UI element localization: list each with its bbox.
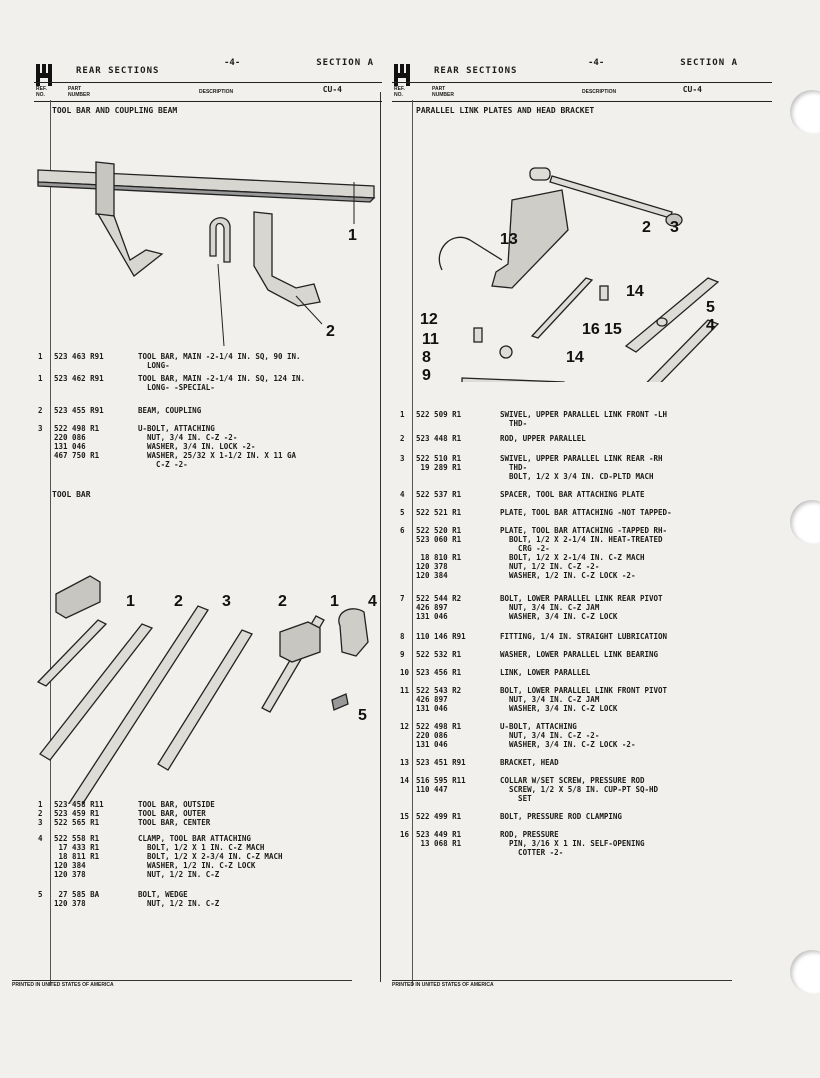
section-label: SECTION A bbox=[680, 58, 738, 68]
print-footer: PRINTED IN UNITED STATES OF AMERICA bbox=[392, 980, 732, 988]
parts-list-parallel-link bbox=[396, 410, 776, 860]
callout-3: 3 bbox=[670, 219, 679, 236]
callout-2: 2 bbox=[326, 323, 335, 340]
binder-hole bbox=[790, 950, 820, 994]
part-number-header: PART NUMBER bbox=[432, 86, 454, 98]
table-row: 14 516 595 R11 110 447 COLLAR W/SET SCREW, PRESSURE ROD SCREW, 1/2 X 5/8 IN. CUP-PT SQ-HD SET bbox=[400, 776, 659, 803]
subsection-heading: TOOL BAR AND COUPLING BEAM bbox=[52, 106, 178, 115]
catalog-code: CU-4 bbox=[682, 85, 702, 94]
table-row: 11 522 543 R2 426 897 131 046 BOLT, LOWER PARALLEL LINK FRONT PIVOT NUT, 3/4 IN. C-Z JAM WASHER, 3/4 IN. C-Z LOCK bbox=[400, 686, 668, 713]
right-column bbox=[392, 56, 772, 986]
table-row: 4 522 558 R1 17 433 R1 18 811 R1 120 384 120 378 CLAMP, TOOL BAR ATTACHING BOLT, 1/2 X 1 IN. C-Z MACH BOLT, 1/2 X 2-3/4 IN. C-Z MACH WASHER, 1/2 IN. C-Z LOCK NUT, 1/2 IN. C-Z bbox=[38, 834, 283, 879]
section-label: SECTION A bbox=[316, 58, 374, 68]
toolbar-coupling-beam-illustration bbox=[34, 156, 382, 346]
callout-3: 3 bbox=[222, 593, 231, 610]
print-footer: PRINTED IN UNITED STATES OF AMERICA bbox=[12, 980, 352, 988]
callout-9: 9 bbox=[422, 367, 431, 382]
toolbar-assembly-illustration bbox=[34, 532, 382, 804]
table-row: 8 110 146 R91 FITTING, 1/4 IN. STRAIGHT LUBRICATION bbox=[400, 632, 668, 641]
description-header: DESCRIPTION bbox=[582, 89, 617, 95]
catalog-code: CU-4 bbox=[322, 85, 342, 94]
callout-1b: 1 bbox=[330, 593, 339, 610]
table-row: 1 2 3 523 458 R11 523 459 R1 522 565 R1 TOOL BAR, OUTSIDE TOOL BAR, OUTER TOOL BAR, CENTER bbox=[38, 800, 215, 827]
table-row: 1 523 463 R91 TOOL BAR, MAIN -2-1/4 IN. SQ, 90 IN. LONG- bbox=[38, 352, 301, 370]
callout-1: 1 bbox=[348, 227, 357, 244]
table-row: 12 522 498 R1 220 086 131 046 U-BOLT, ATTACHING NUT, 3/4 IN. C-Z -2- WASHER, 3/4 IN. C-Z LOCK -2- bbox=[400, 722, 636, 749]
subsection-heading: PARALLEL LINK PLATES AND HEAD BRACKET bbox=[416, 106, 595, 115]
page-number: -4- bbox=[224, 58, 241, 68]
callout-16: 16 bbox=[582, 321, 600, 338]
column-header bbox=[392, 82, 772, 102]
parallel-link-illustration bbox=[412, 160, 752, 382]
callout-2: 2 bbox=[174, 593, 183, 610]
callout-5: 5 bbox=[706, 299, 715, 316]
table-row: 1 523 462 R91 TOOL BAR, MAIN -2-1/4 IN. SQ, 124 IN. LONG- -SPECIAL- bbox=[38, 374, 306, 392]
table-row: 2 523 455 R91 BEAM, COUPLING bbox=[38, 406, 202, 415]
table-row: 6 522 520 R1 523 060 R1 18 810 R1 120 378 120 384 PLATE, TOOL BAR ATTACHING -TAPPED RH- BOLT, 1/2 X 2-1/4 IN. HEAT-TREATED CRG -2- BOLT, 1/2 X 2-1/4 IN. C-Z MACH NUT, 1/2 IN. C-Z -2- WASHER, 1/2 IN. C-Z LOCK -2- bbox=[400, 526, 668, 580]
table-row: 3 522 498 R1 220 086 131 046 467 750 R1 U-BOLT, ATTACHING NUT, 3/4 IN. C-Z -2- WASHER, 3/4 IN. LOCK -2- WASHER, 25/32 X 1-1/2 IN. X 11 GA C-Z -2- bbox=[38, 424, 297, 469]
table-row: 5 522 521 R1 PLATE, TOOL BAR ATTACHING -NOT TAPPED- bbox=[400, 508, 672, 517]
callout-5: 5 bbox=[358, 707, 367, 724]
section-title: REAR SECTIONS bbox=[434, 66, 518, 76]
left-column bbox=[12, 56, 382, 988]
callout-14b: 14 bbox=[566, 349, 584, 366]
table-row: 9 522 532 R1 WASHER, LOWER PARALLEL LINK BEARING bbox=[400, 650, 659, 659]
table-row: 15 522 499 R1 BOLT, PRESSURE ROD CLAMPING bbox=[400, 812, 622, 821]
callout-2b: 2 bbox=[278, 593, 287, 610]
table-row: 5 27 585 BA 120 378 BOLT, WEDGE NUT, 1/2 IN. C-Z bbox=[38, 890, 220, 908]
section-title: REAR SECTIONS bbox=[76, 66, 160, 76]
binder-hole bbox=[790, 500, 820, 544]
ref-no-header: REF. NO. bbox=[394, 86, 405, 98]
table-row: 16 523 449 R1 13 068 R1 ROD, PRESSURE PIN, 3/16 X 1 IN. SELF-OPENING COTTER -2- bbox=[400, 830, 645, 857]
callout-4: 4 bbox=[368, 593, 377, 610]
part-number-header: PART NUMBER bbox=[68, 86, 90, 98]
table-row: 2 523 448 R1 ROD, UPPER PARALLEL bbox=[400, 434, 586, 443]
table-row: 10 523 456 R1 LINK, LOWER PARALLEL bbox=[400, 668, 591, 677]
callout-12: 12 bbox=[420, 311, 438, 328]
page-number: -4- bbox=[588, 58, 605, 68]
subsection-heading: TOOL BAR bbox=[52, 490, 91, 499]
callout-15: 15 bbox=[604, 321, 622, 338]
parts-list-toolbar-beam bbox=[34, 352, 382, 484]
callout-11: 11 bbox=[422, 331, 439, 348]
callout-1: 1 bbox=[126, 593, 135, 610]
ref-no-header: REF. NO. bbox=[36, 86, 47, 98]
callout-2: 2 bbox=[642, 219, 651, 236]
table-row: 3 522 510 R1 19 289 R1 SWIVEL, UPPER PARALLEL LINK REAR -RH THD- BOLT, 1/2 X 3/4 IN. CD-PLTD MACH bbox=[400, 454, 663, 481]
table-row: 1 522 509 R1 SWIVEL, UPPER PARALLEL LINK FRONT -LH THD- bbox=[400, 410, 668, 428]
binder-hole bbox=[790, 90, 820, 134]
description-header: DESCRIPTION bbox=[199, 89, 234, 95]
table-row: 4 522 537 R1 SPACER, TOOL BAR ATTACHING PLATE bbox=[400, 490, 645, 499]
callout-8: 8 bbox=[422, 349, 431, 366]
parts-list-toolbar bbox=[34, 800, 382, 914]
table-row: 13 523 451 R91 BRACKET, HEAD bbox=[400, 758, 559, 767]
column-header bbox=[34, 82, 382, 102]
callout-4: 4 bbox=[706, 317, 715, 334]
table-row: 7 522 544 R2 426 897 131 046 BOLT, LOWER PARALLEL LINK REAR PIVOT NUT, 3/4 IN. C-Z JAM WASHER, 3/4 IN. C-Z LOCK bbox=[400, 594, 663, 621]
callout-14: 14 bbox=[626, 283, 644, 300]
callout-13: 13 bbox=[500, 231, 518, 248]
